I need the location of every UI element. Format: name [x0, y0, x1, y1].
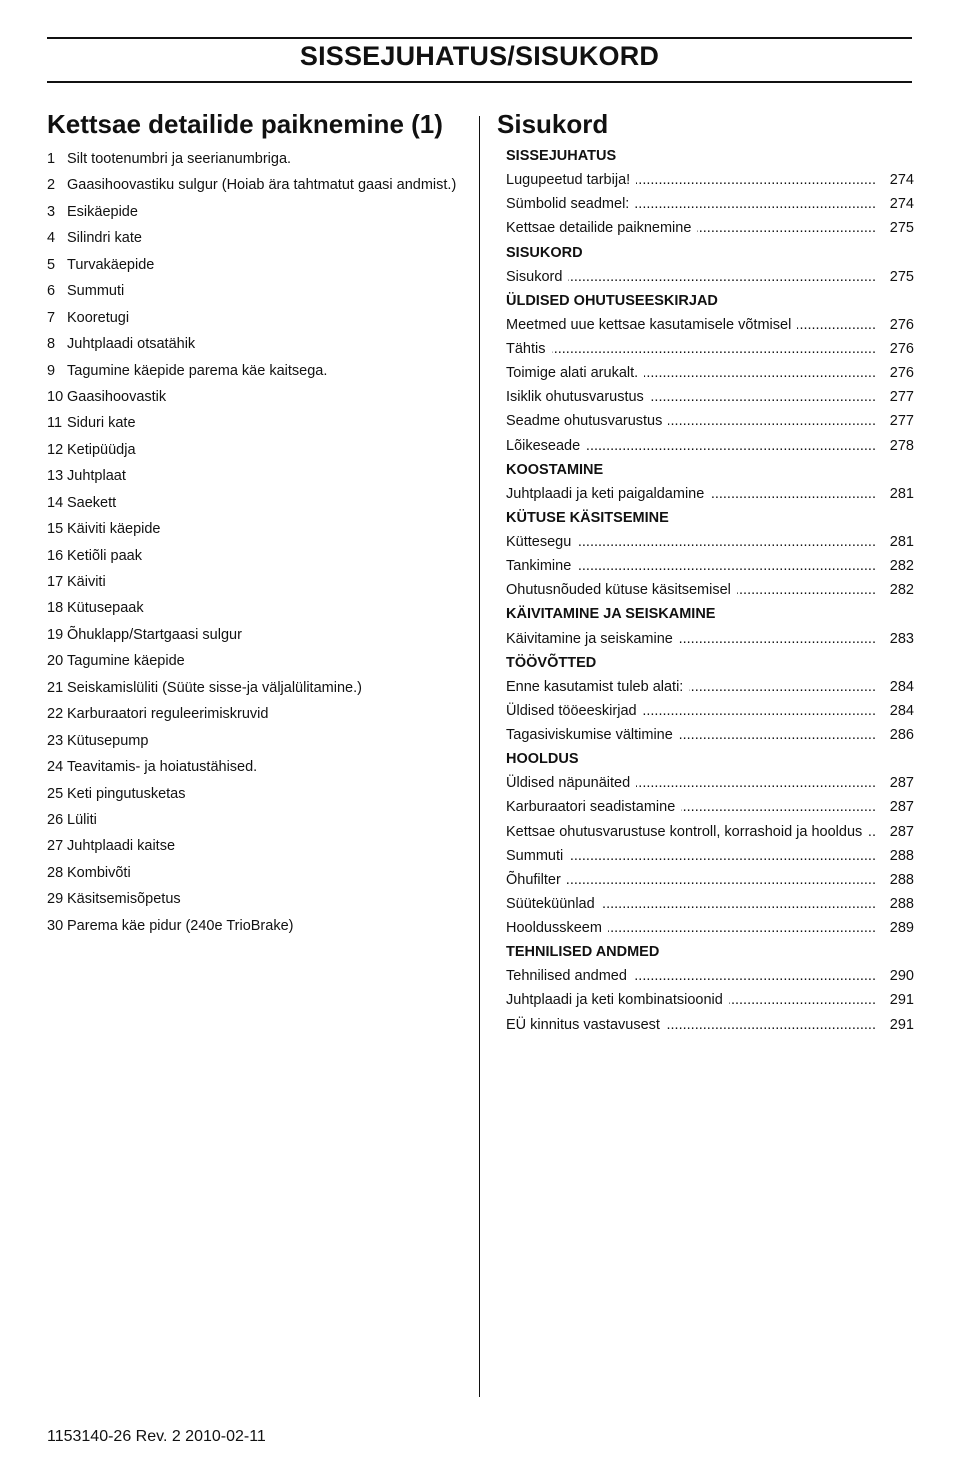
- part-label: Karburaatori reguleerimiskruvid: [67, 706, 269, 723]
- dot-leader: [737, 578, 876, 602]
- part-label: Saekett: [67, 494, 117, 511]
- toc-entry: [506, 409, 914, 433]
- part-number: 2: [47, 177, 56, 194]
- dot-leader: [644, 361, 876, 385]
- toc-entry-label: Tehnilised andmed: [506, 968, 627, 985]
- dot-leader: [679, 627, 876, 651]
- toc-entry-label: Enne kasutamist tuleb alati:: [506, 678, 684, 695]
- parts-list-item: [47, 490, 456, 516]
- part-label: Kütusepaak: [67, 600, 144, 617]
- part-label: Juhtplaat: [67, 468, 126, 485]
- toc-entry: [506, 675, 914, 699]
- part-number: 29: [47, 891, 64, 908]
- part-label: Lüliti: [67, 811, 97, 828]
- toc-entry: [506, 916, 914, 940]
- parts-list-item: [47, 754, 456, 780]
- part-number: 3: [47, 203, 56, 220]
- parts-list-item: [47, 595, 456, 621]
- toc-section-heading: KÄIVITAMINE JA SEISKAMINE: [506, 606, 716, 623]
- dot-leader: [729, 988, 876, 1012]
- toc-entry-label: Summuti: [506, 847, 564, 864]
- dot-leader: [586, 434, 876, 458]
- toc-entry-label: Juhtplaadi ja keti kombinatsioonid: [506, 992, 723, 1009]
- dot-leader: [569, 844, 876, 868]
- title-bottom-rule: [47, 81, 912, 83]
- table-of-contents: [497, 109, 915, 1033]
- dot-leader: [797, 313, 876, 337]
- dot-leader: [577, 530, 876, 554]
- parts-list-item: [47, 833, 456, 859]
- dot-leader: [636, 771, 876, 795]
- parts-list-item: [47, 807, 456, 833]
- part-label: Parema käe pidur (240e TrioBrake): [67, 917, 294, 934]
- toc-page-number: 274: [889, 196, 914, 213]
- parts-list-item: [47, 569, 456, 595]
- part-label: Ketiõli paak: [67, 547, 142, 564]
- dot-leader: [601, 892, 876, 916]
- toc-entry-label: Tankimine: [506, 558, 572, 575]
- parts-list: [47, 146, 456, 939]
- dot-leader: [681, 795, 876, 819]
- toc-entry: [506, 216, 914, 240]
- toc-page-number: 291: [889, 992, 914, 1009]
- parts-list-item: [47, 463, 456, 489]
- part-number: 23: [47, 732, 64, 749]
- toc-page-number: 276: [889, 316, 914, 333]
- parts-list-item: [47, 728, 456, 754]
- toc-section-heading: SISSEJUHATUS: [506, 148, 617, 164]
- part-number: 1: [47, 151, 56, 167]
- toc-entry: [506, 434, 914, 458]
- toc-page-number: 284: [889, 702, 914, 719]
- toc-entry-label: Lõikeseade: [506, 437, 581, 454]
- toc-page-number: 281: [889, 534, 914, 550]
- parts-list-item: [47, 384, 456, 410]
- part-number: 8: [47, 336, 56, 353]
- parts-list-item: [47, 622, 456, 648]
- part-label: Gaasihoovastiku sulgur (Hoiab ära tahtmatut gaasi andmist.): [67, 177, 457, 194]
- page-title: SISSEJUHATUS/SISUKORD: [299, 41, 660, 71]
- toc-page-number: 284: [889, 678, 914, 695]
- toc-page-number: 291: [889, 1016, 914, 1033]
- toc-entry: [506, 868, 914, 892]
- toc-page-number: 277: [889, 389, 914, 406]
- part-label: Tagumine käepide: [67, 653, 185, 670]
- part-number: 24: [47, 759, 64, 776]
- part-number: 14: [47, 494, 64, 511]
- parts-list-item: [47, 199, 456, 225]
- parts-list-item: [47, 886, 456, 912]
- toc-heading: Sisukord: [497, 109, 609, 139]
- part-label: Turvakäepide: [67, 256, 155, 273]
- part-number: 28: [47, 864, 64, 881]
- part-label: Esikäepide: [67, 203, 138, 220]
- dot-leader: [868, 820, 876, 844]
- parts-list-item: [47, 701, 456, 727]
- column-divider: [479, 116, 480, 1397]
- part-number: 19: [47, 626, 64, 643]
- toc-page-number: 274: [889, 172, 914, 189]
- toc-entry: [506, 385, 914, 409]
- toc-entry-label: Hooldusskeem: [506, 920, 602, 936]
- toc-page-number: 287: [889, 823, 914, 840]
- toc-entry-label: Karburaatori seadistamine: [506, 799, 676, 816]
- part-label: Käiviti käepide: [67, 521, 161, 538]
- parts-list-item: [47, 860, 456, 886]
- part-label: Silt tootenumbri ja seerianumbriga.: [67, 151, 292, 167]
- toc-page-number: 288: [889, 871, 914, 888]
- parts-location-heading: Kettsae detailide paiknemine (1): [47, 109, 443, 139]
- parts-list-item: [47, 146, 456, 172]
- toc-page-number: 278: [889, 437, 914, 454]
- toc-entry-label: EÜ kinnitus vastavusest: [506, 1016, 660, 1033]
- parts-list-item: [47, 675, 456, 701]
- toc-entry-label: Meetmed uue kettsae kasutamisele võtmisel: [506, 316, 792, 333]
- toc-entry: [506, 627, 914, 651]
- dot-leader: [710, 482, 876, 506]
- dot-leader: [666, 1013, 876, 1037]
- toc-entry: [506, 337, 914, 361]
- toc-entry-label: Käivitamine ja seiskamine: [506, 630, 673, 647]
- parts-list-item: [47, 278, 456, 304]
- part-number: 4: [47, 230, 56, 247]
- toc-entry-label: Sümbolid seadmel:: [506, 196, 630, 213]
- part-label: Siduri kate: [67, 415, 136, 432]
- parts-list-item: [47, 648, 456, 674]
- toc-entry: [506, 313, 914, 337]
- toc-section-heading: KÜTUSE KÄSITSEMINE: [506, 509, 669, 526]
- part-number: 15: [47, 521, 64, 538]
- toc-entry: [506, 192, 914, 216]
- toc-entry-label: Seadme ohutusvarustus: [506, 413, 663, 430]
- toc-entry-label: Toimige alati arukalt.: [506, 365, 639, 382]
- part-label: Teavitamis- ja hoiatustähised.: [67, 759, 258, 776]
- parts-list-item: [47, 437, 456, 463]
- parts-location-section: [47, 109, 467, 934]
- part-number: 18: [47, 600, 64, 617]
- toc-entry: [506, 265, 914, 289]
- part-number: 11: [47, 415, 63, 432]
- parts-list-item: [47, 543, 456, 569]
- part-number: 9: [47, 362, 56, 379]
- parts-list-item: [47, 252, 456, 278]
- toc-entry-label: Kettsae detailide paiknemine: [506, 220, 692, 237]
- toc-page-number: 277: [889, 413, 914, 430]
- toc-page-number: 276: [889, 365, 914, 382]
- part-number: 21: [47, 679, 64, 696]
- toc-section-heading: HOOLDUS: [506, 751, 579, 768]
- toc-entry-label: Isiklik ohutusvarustus: [506, 389, 644, 406]
- toc-entry: [506, 771, 914, 795]
- dot-leader: [650, 385, 876, 409]
- dot-leader: [567, 868, 876, 892]
- toc-entry: [506, 578, 914, 602]
- dot-leader: [679, 723, 876, 747]
- toc-page-number: 288: [889, 895, 914, 912]
- part-label: Õhuklapp/Startgaasi sulgur: [67, 626, 242, 643]
- part-label: Silindri kate: [67, 230, 142, 247]
- dot-leader: [633, 964, 876, 988]
- dot-leader: [552, 337, 877, 361]
- part-number: 27: [47, 838, 64, 855]
- toc-entry: [506, 844, 914, 868]
- toc-section-heading: ÜLDISED OHUTUSEESKIRJAD: [506, 292, 718, 309]
- part-label: Kombivõti: [67, 864, 131, 881]
- dot-leader: [668, 409, 876, 433]
- toc-page-number: 283: [889, 630, 914, 647]
- toc-page-number: 289: [889, 920, 914, 936]
- toc-page-number: 288: [889, 847, 914, 864]
- part-number: 17: [47, 574, 64, 590]
- toc-entry-label: Sisukord: [506, 268, 563, 285]
- toc-page-number: 275: [889, 220, 914, 237]
- parts-list-item: [47, 225, 456, 251]
- toc-section-heading: TEHNILISED ANDMED: [506, 944, 660, 961]
- dot-leader: [608, 916, 876, 940]
- part-label: Käiviti: [67, 574, 106, 590]
- part-number: 12: [47, 441, 64, 458]
- dot-leader: [635, 192, 876, 216]
- part-number: 16: [47, 547, 64, 564]
- toc-list: [506, 144, 914, 1037]
- toc-entry: [506, 892, 914, 916]
- toc-entry-label: Küttesegu: [506, 534, 572, 550]
- toc-entry: [506, 820, 914, 844]
- parts-list-item: [47, 410, 456, 436]
- dot-leader: [568, 265, 876, 289]
- toc-entry: [506, 699, 914, 723]
- dot-leader: [689, 675, 876, 699]
- part-number: 20: [47, 653, 64, 670]
- toc-page-number: 281: [889, 485, 914, 502]
- parts-list-item: [47, 913, 456, 939]
- parts-list-item: [47, 516, 456, 542]
- part-number: 30: [47, 917, 64, 934]
- toc-entry-label: Üldised näpunäited: [506, 775, 631, 792]
- parts-list-item: [47, 781, 456, 807]
- parts-list-item: [47, 172, 456, 198]
- parts-list-item: [47, 358, 456, 384]
- toc-entry-label: Süüteküünlad: [506, 895, 595, 912]
- dot-leader: [636, 168, 876, 192]
- toc-entry-label: Üldised tööeeskirjad: [506, 702, 637, 719]
- toc-entry: [506, 530, 914, 554]
- toc-entry-label: Tagasiviskumise vältimine: [506, 727, 673, 743]
- toc-entry-label: Juhtplaadi ja keti paigaldamine: [506, 485, 705, 502]
- toc-section-heading: SISUKORD: [506, 244, 583, 261]
- toc-page-number: 276: [889, 341, 914, 357]
- document-reference: 1153140-26 Rev. 2 2010-02-11: [47, 1428, 266, 1445]
- toc-entry: [506, 964, 914, 988]
- toc-entry: [506, 482, 914, 506]
- parts-list-item: [47, 331, 456, 357]
- part-number: 10: [47, 388, 64, 405]
- part-number: 22: [47, 706, 64, 723]
- part-number: 26: [47, 811, 64, 828]
- dot-leader: [697, 216, 876, 240]
- toc-entry: [506, 723, 914, 747]
- toc-entry: [506, 1013, 914, 1037]
- toc-page-number: 282: [889, 558, 914, 575]
- title-top-rule: [47, 37, 912, 39]
- part-label: Summuti: [67, 283, 125, 300]
- part-label: Tagumine käepide parema käe kaitsega.: [67, 362, 328, 379]
- toc-section-heading: TÖÖVÕTTED: [506, 654, 597, 671]
- parts-list-item: [47, 305, 456, 331]
- toc-entry: [506, 988, 914, 1012]
- part-label: Kütusepump: [67, 732, 149, 749]
- toc-page-number: 287: [889, 799, 914, 816]
- toc-entry-label: Lugupeetud tarbija!: [506, 172, 631, 189]
- toc-section-heading: KOOSTAMINE: [506, 461, 604, 478]
- toc-page-number: 282: [889, 582, 914, 599]
- toc-entry: [506, 168, 914, 192]
- toc-page-number: 290: [889, 968, 914, 985]
- part-number: 7: [47, 309, 56, 326]
- part-number: 13: [47, 468, 64, 485]
- toc-entry: [506, 361, 914, 385]
- part-number: 6: [47, 283, 56, 300]
- dot-leader: [643, 699, 876, 723]
- part-label: Gaasihoovastik: [67, 388, 167, 405]
- toc-page-number: 286: [889, 727, 914, 743]
- part-label: Ketipüüdja: [67, 441, 136, 458]
- part-label: Seiskamislüliti (Süüte sisse-ja väljalülitamine.): [67, 679, 362, 696]
- part-label: Kooretugi: [67, 309, 130, 326]
- toc-entry-label: Õhufilter: [506, 871, 561, 888]
- dot-leader: [577, 554, 876, 578]
- part-label: Juhtplaadi otsatähik: [67, 336, 196, 353]
- toc-entry: [506, 554, 914, 578]
- part-label: Käsitsemisõpetus: [67, 891, 181, 908]
- part-number: 25: [47, 785, 64, 802]
- toc-entry: [506, 795, 914, 819]
- part-label: Juhtplaadi kaitse: [67, 838, 176, 855]
- toc-entry-label: Tähtis: [506, 341, 546, 357]
- part-label: Keti pingutusketas: [67, 785, 186, 802]
- toc-page-number: 275: [889, 268, 914, 285]
- part-number: 5: [47, 256, 56, 273]
- toc-entry-label: Ohutusnõuded kütuse käsitsemisel: [506, 582, 731, 599]
- toc-entry-label: Kettsae ohutusvarustuse kontroll, korrashoid ja hooldus: [506, 823, 863, 840]
- toc-page-number: 287: [889, 775, 914, 792]
